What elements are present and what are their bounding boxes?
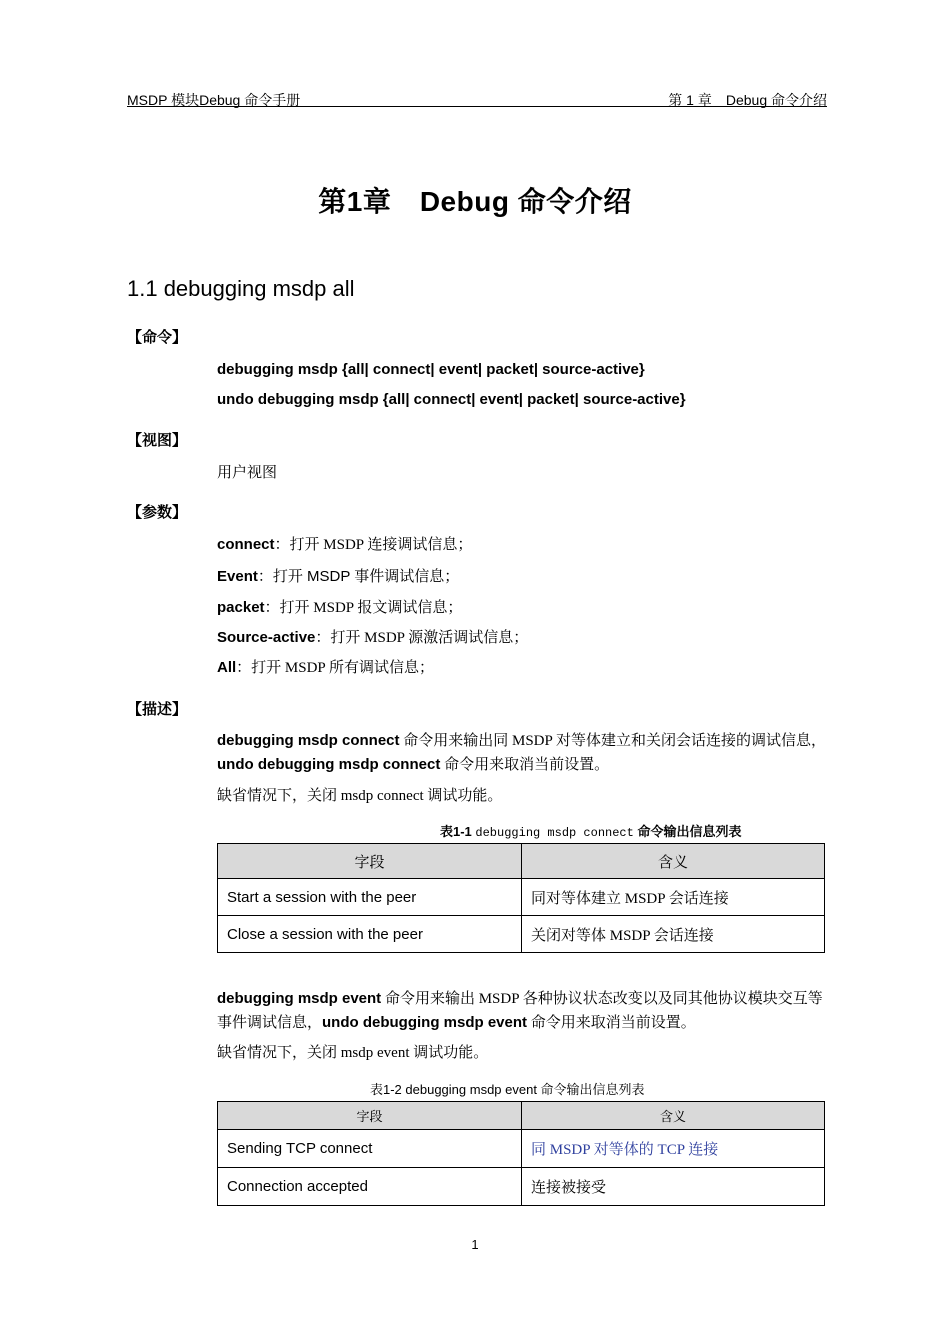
param-desc: ：打开 MSDP 源激活调试信息；: [315, 630, 529, 646]
command-text: debugging msdp {all| connect| event| packet| source-active}: [217, 361, 645, 378]
table-cell: 同 MSDP 对等体的 TCP 连接: [522, 1130, 825, 1168]
desc-event-default: 缺省情况下，关闭 msdp event 调试功能。: [217, 1045, 489, 1061]
page-number: 1: [471, 1237, 479, 1252]
param-desc: ：打开 MSDP 报文调试信息；: [264, 600, 463, 616]
param-all: [217, 658, 434, 678]
table-cell: Close a session with the peer: [218, 916, 522, 953]
desc-connect-default: 缺省情况下，关闭 msdp connect 调试功能。: [217, 788, 503, 804]
param-desc: ：打开 MSDP 所有调试信息；: [236, 660, 434, 676]
desc-text: 命令用来取消当前设置。: [440, 757, 610, 773]
command-line-2: [217, 390, 686, 410]
param-name: All: [217, 659, 237, 676]
table-header-cell: 含义: [522, 844, 825, 879]
param-connect: [217, 535, 472, 555]
desc-command: debugging msdp event: [217, 990, 382, 1007]
caption-suffix: 命令输出信息列表: [633, 824, 742, 839]
running-header-left: MSDP 模块Debug 命令手册: [127, 92, 301, 108]
label-view: 【视图】: [127, 432, 188, 449]
desc-text: 命令用来输出 MSDP 各种协议状态改变以及同其他协议模块交互等事件调试信息，: [217, 991, 823, 1031]
desc-connect-paragraph: [217, 729, 827, 777]
table-header-cell: 含义: [522, 1102, 825, 1130]
param-desc: ：打开 MSDP 事件调试信息；: [257, 568, 460, 585]
param-packet: [217, 598, 462, 618]
table2: [217, 1101, 825, 1206]
table-row: [218, 1130, 825, 1168]
param-name: connect: [217, 536, 275, 553]
table-row: [218, 1168, 825, 1206]
view-text: 用户视图: [217, 465, 278, 481]
label-params: 【参数】: [127, 504, 188, 521]
table-cell: 同对等体建立 MSDP 会话连接: [522, 879, 825, 916]
table-header-row: [218, 844, 825, 879]
table-cell: Connection accepted: [218, 1168, 522, 1206]
table-header-cell: 字段: [218, 844, 522, 879]
desc-command: undo debugging msdp event: [322, 1014, 528, 1031]
desc-command: undo debugging msdp connect: [217, 756, 441, 773]
table1-caption: [440, 821, 741, 840]
table-row: [218, 879, 825, 916]
desc-text: 命令用来取消当前设置。: [527, 1015, 696, 1031]
table2-caption: 表1-2 debugging msdp event 命令输出信息列表: [370, 1082, 645, 1097]
table1: [217, 843, 825, 953]
label-command: 【命令】: [127, 329, 188, 346]
command-text: undo debugging msdp {all| connect| event| packet| source-active}: [217, 391, 686, 408]
table-header-row: [218, 1102, 825, 1130]
param-name: Event: [217, 568, 258, 585]
running-header-right: 第 1 章 Debug 命令介绍: [668, 92, 827, 108]
table-cell: 连接被接受: [522, 1168, 825, 1206]
desc-command: debugging msdp connect: [217, 732, 400, 749]
table-cell: Start a session with the peer: [218, 879, 522, 916]
header-rule: [127, 106, 827, 107]
desc-event-paragraph: [217, 987, 827, 1035]
command-line-1: [217, 360, 645, 380]
caption-prefix: 表1-1: [440, 824, 476, 839]
param-event: [217, 567, 459, 587]
param-source-active: [217, 628, 528, 648]
param-desc: ：打开 MSDP 连接调试信息；: [274, 537, 473, 553]
param-name: Source-active: [217, 629, 316, 646]
table-cell: Sending TCP connect: [218, 1130, 522, 1168]
section-title: 1.1 debugging msdp all: [127, 276, 355, 301]
chapter-title: 第1章 Debug 命令介绍: [318, 186, 632, 217]
param-name: packet: [217, 599, 265, 616]
caption-command: debugging msdp connect: [475, 826, 634, 840]
label-desc: 【描述】: [127, 701, 188, 718]
desc-text: 命令用来输出同 MSDP 对等体建立和关闭会话连接的调试信息，: [399, 733, 827, 749]
table-cell: 关闭对等体 MSDP 会话连接: [522, 916, 825, 953]
table-header-cell: 字段: [218, 1102, 522, 1130]
table-row: [218, 916, 825, 953]
